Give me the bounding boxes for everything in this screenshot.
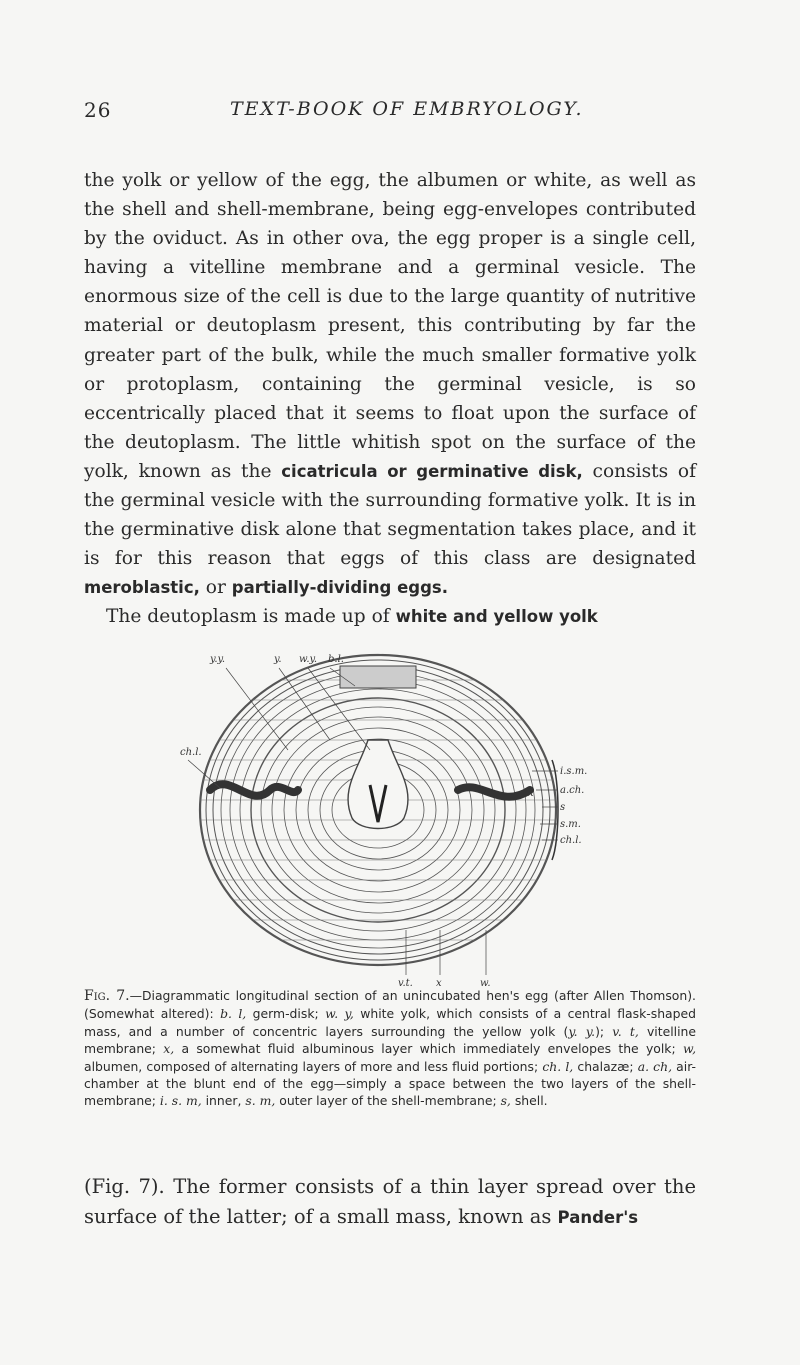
figure-egg-section [180,640,600,990]
caption-text: inner, [201,1093,246,1109]
label-bl: b.l. [328,654,344,665]
label-chl-right: ch.l. [560,835,582,846]
label-sm: s.m. [560,819,581,830]
caption-abbr: a. ch, [637,1058,673,1074]
caption-abbr: s. m, [245,1093,276,1109]
caption-text: chalazæ; [573,1058,638,1074]
germ-disk [340,666,416,688]
caption-text: air-chamber at the blunt end of the egg—simply a space between the two layers of the shell-membrane; [84,1058,696,1109]
term-meroblastic: meroblastic, [84,578,200,598]
page-number: 26 [84,98,112,122]
running-title: TEXT-BOOK OF EMBRYOLOGY. [230,98,584,120]
chalaza-right [458,787,530,797]
caption-text: albumen, composed of alternating layers of more and less fluid portions; [84,1058,543,1074]
label-w: w. [480,978,491,989]
caption-text: germ-disk; [246,1006,326,1022]
label-ach: a.ch. [560,785,585,796]
term-cicatricula: cicatricula or germinative disk, [281,461,583,481]
term-pander: Pander's [557,1208,639,1227]
caption-abbr: s, [500,1093,511,1109]
text-run: the yolk or yellow of the egg, the albumen or white, as well as the shell and shell-membrane, being egg-envelopes contributed by the oviduct. As in other ova, the egg proper is a single cell, having a vitelline membrane and a germinal vesicle. The enormous size of the cell is due to the large quantity of nutritive material or deutoplasm present, this contributing by far the greater part of the bulk, while the much smaller formative yolk or protoplasm, containing the germinal vesicle, is so eccentrically placed that it seems to float upon the surface of the deutoplasm. The little whitish spot on the surface of the yolk, known as the [84,170,696,482]
caption-text: ); [595,1023,613,1039]
term-partially-dividing: partially-dividing eggs. [231,578,449,598]
caption-abbr: w, [682,1041,697,1057]
text-run: The deutoplasm is made up of [106,606,396,628]
caption-text: outer layer of the shell-membrane; [275,1093,501,1109]
label-s: s [560,802,566,813]
page-header [0,98,800,138]
continuation-text [84,1172,696,1233]
label-x-side: x [528,788,534,799]
term-white-yellow-yolk: white and yellow yolk [395,607,598,627]
caption-text: vitelline membrane; [84,1023,696,1057]
caption-text: white yolk, which consists of a central flask-shaped mass, and a number of concentric layers surrounding the yellow yolk ( [84,1006,697,1039]
paragraph-1 [84,166,696,602]
caption-abbr: y. y. [568,1023,596,1039]
caption-abbr: i. s. m, [159,1093,202,1109]
label-vt: v.t. [398,978,413,989]
label-yy: y.y. [210,654,225,665]
caption-abbr: ch. l, [542,1058,574,1074]
paragraph-2 [84,602,696,631]
caption-text: —Diagrammatic longitudinal section of an unincubated hen's egg (after Allen Thomson). (Somewhat altered): [84,988,696,1022]
body-text [84,166,696,632]
paragraph-3 [84,1172,696,1233]
caption-fig-label: Fig. 7. [84,988,130,1004]
egg-section-diagram [180,640,600,990]
text-run: or [199,577,232,599]
label-x-bottom: x [436,978,442,989]
caption-abbr: w. y, [325,1006,354,1022]
caption-text: shell. [510,1093,548,1109]
caption-abbr: v. t, [612,1023,639,1039]
text-run: (Fig. 7). The former consists of a thin layer spread over the surface of the latter; of a small mass, known as [84,1175,696,1228]
text-run: consists of the germinal vesicle with the surrounding formative yolk. It is in the germinative disk alone that segmentation takes place, and it is for this reason that eggs of this class are designated [84,460,697,570]
label-chl-left: ch.l. [180,747,202,758]
caption-text: a somewhat fluid albuminous layer which immediately envelopes the yolk; [174,1041,683,1057]
label-y: y. [274,654,282,665]
caption-abbr: b. l, [220,1006,247,1022]
label-wy: w.y. [299,654,318,665]
label-ism: i.s.m. [560,766,588,777]
figure-caption [84,987,696,1110]
caption-abbr: x, [163,1041,175,1057]
